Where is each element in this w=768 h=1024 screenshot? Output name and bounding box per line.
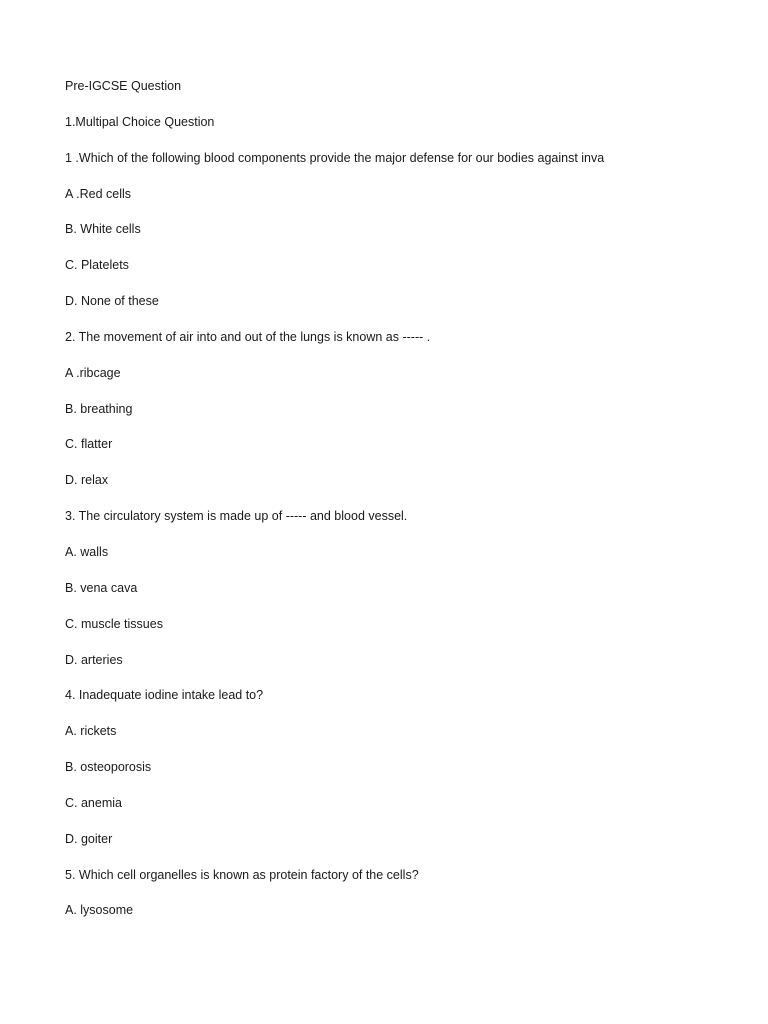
answer-option: A. walls [65,544,109,559]
answer-option: D. None of these [65,294,159,309]
answer-option: C. anemia [65,795,122,810]
section-heading: 1.Multipal Choice Question [65,114,215,129]
question-text: 5. Which cell organelles is known as protein factory of the cells? [65,867,419,882]
question-text: 1 .Which of the following blood components provide the major defense for our bodies against inva [65,150,605,165]
answer-option: D. goiter [65,831,113,846]
answer-option: C. muscle tissues [65,616,163,631]
answer-option: A. rickets [65,724,117,739]
question-text: 2. The movement of air into and out of the lungs is known as ----- . [65,329,431,344]
answer-option: A .Red cells [65,186,132,201]
answer-option: A .ribcage [65,365,121,380]
answer-option: B. vena cava [65,580,138,595]
answer-option: A. lysosome [65,903,134,918]
question-text: 4. Inadequate iodine intake lead to? [65,688,264,703]
document-body [65,78,745,938]
answer-option: B. osteoporosis [65,760,152,775]
answer-option: B. breathing [65,401,133,416]
answer-option: B. White cells [65,222,141,237]
answer-option: C. flatter [65,437,113,452]
answer-option: C. Platelets [65,258,129,273]
question-text: 3. The circulatory system is made up of ----- and blood vessel. [65,509,408,524]
answer-option: D. arteries [65,652,123,667]
answer-option: D. relax [65,473,109,488]
document-title: Pre-IGCSE Question [65,79,182,93]
